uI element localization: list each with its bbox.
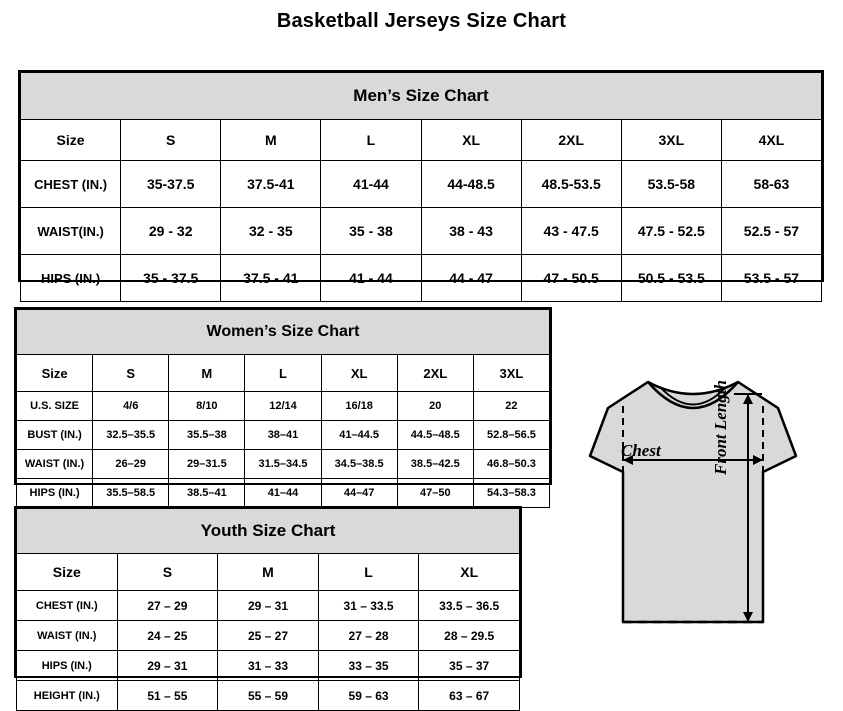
womens-col-header-3xl: 3XL xyxy=(473,355,549,392)
mens-chest-3xl: 53.5-58 xyxy=(621,161,721,208)
womens-ussize-m: 8/10 xyxy=(169,392,245,421)
mens-col-header-m: M xyxy=(221,120,321,161)
table-row xyxy=(21,208,822,255)
mens-col-header-size: Size xyxy=(21,120,121,161)
youth-col-header-xl: XL xyxy=(419,554,520,591)
womens-col-header-s: S xyxy=(93,355,169,392)
womens-col-header-xl: XL xyxy=(321,355,397,392)
womens-bust-xl: 41–44.5 xyxy=(321,421,397,450)
mens-chest-4xl: 58-63 xyxy=(721,161,821,208)
youth-col-header-l: L xyxy=(318,554,419,591)
womens-bust-2xl: 44.5–48.5 xyxy=(397,421,473,450)
table-row xyxy=(17,651,520,681)
womens-ussize-l: 12/14 xyxy=(245,392,321,421)
youth-hips-l: 33 – 35 xyxy=(318,651,419,681)
mens-chest-2xl: 48.5-53.5 xyxy=(521,161,621,208)
youth-height-l: 59 – 63 xyxy=(318,681,419,711)
youth-row-label-height: HEIGHT (IN.) xyxy=(17,681,118,711)
mens-chest-m: 37.5-41 xyxy=(221,161,321,208)
youth-row-label-chest: CHEST (IN.) xyxy=(17,591,118,621)
mens-waist-m: 32 - 35 xyxy=(221,208,321,255)
womens-waist-m: 29–31.5 xyxy=(169,450,245,479)
table-row xyxy=(17,421,550,450)
youth-chest-m: 29 – 31 xyxy=(218,591,319,621)
youth-row-label-hips: HIPS (IN.) xyxy=(17,651,118,681)
womens-hips-xl: 44–47 xyxy=(321,479,397,508)
mens-chart-caption: Men’s Size Chart xyxy=(21,73,822,120)
table-row xyxy=(17,681,520,711)
youth-col-header-m: M xyxy=(218,554,319,591)
youth-chest-l: 31 – 33.5 xyxy=(318,591,419,621)
mens-chest-xl: 44-48.5 xyxy=(421,161,521,208)
mens-hips-3xl: 50.5 - 53.5 xyxy=(621,255,721,302)
mens-hips-s: 35 - 37.5 xyxy=(121,255,221,302)
womens-col-header-2xl: 2XL xyxy=(397,355,473,392)
table-row xyxy=(17,479,550,508)
womens-hips-s: 35.5–58.5 xyxy=(93,479,169,508)
womens-row-label-hips: HIPS (IN.) xyxy=(17,479,93,508)
jersey-measurement-diagram xyxy=(548,360,838,670)
youth-chest-s: 27 – 29 xyxy=(117,591,218,621)
womens-ussize-xl: 16/18 xyxy=(321,392,397,421)
mens-hips-4xl: 53.5 - 57 xyxy=(721,255,821,302)
womens-row-label-waist: WAIST (IN.) xyxy=(17,450,93,479)
womens-waist-xl: 34.5–38.5 xyxy=(321,450,397,479)
mens-col-header-xl: XL xyxy=(421,120,521,161)
womens-waist-l: 31.5–34.5 xyxy=(245,450,321,479)
table-row xyxy=(17,591,520,621)
youth-hips-s: 29 – 31 xyxy=(117,651,218,681)
table-row xyxy=(17,392,550,421)
table-row xyxy=(17,621,520,651)
chest-measurement-label: Chest xyxy=(621,441,661,460)
mens-col-header-s: S xyxy=(121,120,221,161)
mens-chest-s: 35-37.5 xyxy=(121,161,221,208)
table-row xyxy=(17,450,550,479)
mens-waist-s: 29 - 32 xyxy=(121,208,221,255)
youth-height-m: 55 – 59 xyxy=(218,681,319,711)
mens-header-row xyxy=(21,120,822,161)
womens-waist-3xl: 46.8–50.3 xyxy=(473,450,549,479)
youth-waist-l: 27 – 28 xyxy=(318,621,419,651)
youth-hips-m: 31 – 33 xyxy=(218,651,319,681)
mens-row-label-chest: CHEST (IN.) xyxy=(21,161,121,208)
womens-size-chart xyxy=(14,307,552,499)
mens-waist-2xl: 43 - 47.5 xyxy=(521,208,621,255)
youth-height-xl: 63 – 67 xyxy=(419,681,520,711)
youth-hips-xl: 35 – 37 xyxy=(419,651,520,681)
youth-size-chart xyxy=(14,506,522,703)
mens-col-header-l: L xyxy=(321,120,421,161)
youth-col-header-s: S xyxy=(117,554,218,591)
womens-waist-2xl: 38.5–42.5 xyxy=(397,450,473,479)
mens-col-header-4xl: 4XL xyxy=(721,120,821,161)
front-length-measurement-label: Front Length xyxy=(711,380,730,475)
mens-row-label-hips: HIPS (IN.) xyxy=(21,255,121,302)
mens-chest-l: 41-44 xyxy=(321,161,421,208)
womens-hips-3xl: 54.3–58.3 xyxy=(473,479,549,508)
womens-col-header-size: Size xyxy=(17,355,93,392)
womens-chart-caption: Women’s Size Chart xyxy=(17,310,550,355)
womens-hips-m: 38.5–41 xyxy=(169,479,245,508)
jersey-shirt-icon xyxy=(548,360,838,670)
youth-waist-xl: 28 – 29.5 xyxy=(419,621,520,651)
youth-waist-s: 24 – 25 xyxy=(117,621,218,651)
mens-hips-xl: 44 - 47 xyxy=(421,255,521,302)
mens-waist-xl: 38 - 43 xyxy=(421,208,521,255)
youth-size-table xyxy=(16,508,520,711)
mens-hips-m: 37.5 - 41 xyxy=(221,255,321,302)
mens-size-chart xyxy=(18,70,824,286)
youth-height-s: 51 – 55 xyxy=(117,681,218,711)
youth-chest-xl: 33.5 – 36.5 xyxy=(419,591,520,621)
womens-row-label-bust: BUST (IN.) xyxy=(17,421,93,450)
mens-waist-4xl: 52.5 - 57 xyxy=(721,208,821,255)
mens-hips-l: 41 - 44 xyxy=(321,255,421,302)
table-row xyxy=(21,255,822,302)
mens-size-table xyxy=(20,72,822,302)
youth-col-header-size: Size xyxy=(17,554,118,591)
womens-bust-l: 38–41 xyxy=(245,421,321,450)
womens-hips-2xl: 47–50 xyxy=(397,479,473,508)
mens-hips-2xl: 47 - 50.5 xyxy=(521,255,621,302)
womens-bust-m: 35.5–38 xyxy=(169,421,245,450)
mens-col-header-3xl: 3XL xyxy=(621,120,721,161)
womens-bust-3xl: 52.8–56.5 xyxy=(473,421,549,450)
mens-row-label-waist: WAIST(IN.) xyxy=(21,208,121,255)
table-row xyxy=(21,161,822,208)
womens-header-row xyxy=(17,355,550,392)
womens-waist-s: 26–29 xyxy=(93,450,169,479)
womens-hips-l: 41–44 xyxy=(245,479,321,508)
womens-size-table xyxy=(16,309,550,508)
mens-col-header-2xl: 2XL xyxy=(521,120,621,161)
youth-header-row xyxy=(17,554,520,591)
page-title: Basketball Jerseys Size Chart xyxy=(276,10,567,32)
mens-waist-l: 35 - 38 xyxy=(321,208,421,255)
womens-ussize-2xl: 20 xyxy=(397,392,473,421)
mens-waist-3xl: 47.5 - 52.5 xyxy=(621,208,721,255)
womens-col-header-m: M xyxy=(169,355,245,392)
womens-ussize-s: 4/6 xyxy=(93,392,169,421)
womens-row-label-us-size: U.S. SIZE xyxy=(17,392,93,421)
youth-row-label-waist: WAIST (IN.) xyxy=(17,621,118,651)
youth-chart-caption: Youth Size Chart xyxy=(17,509,520,554)
womens-col-header-l: L xyxy=(245,355,321,392)
youth-waist-m: 25 – 27 xyxy=(218,621,319,651)
womens-bust-s: 32.5–35.5 xyxy=(93,421,169,450)
womens-ussize-3xl: 22 xyxy=(473,392,549,421)
